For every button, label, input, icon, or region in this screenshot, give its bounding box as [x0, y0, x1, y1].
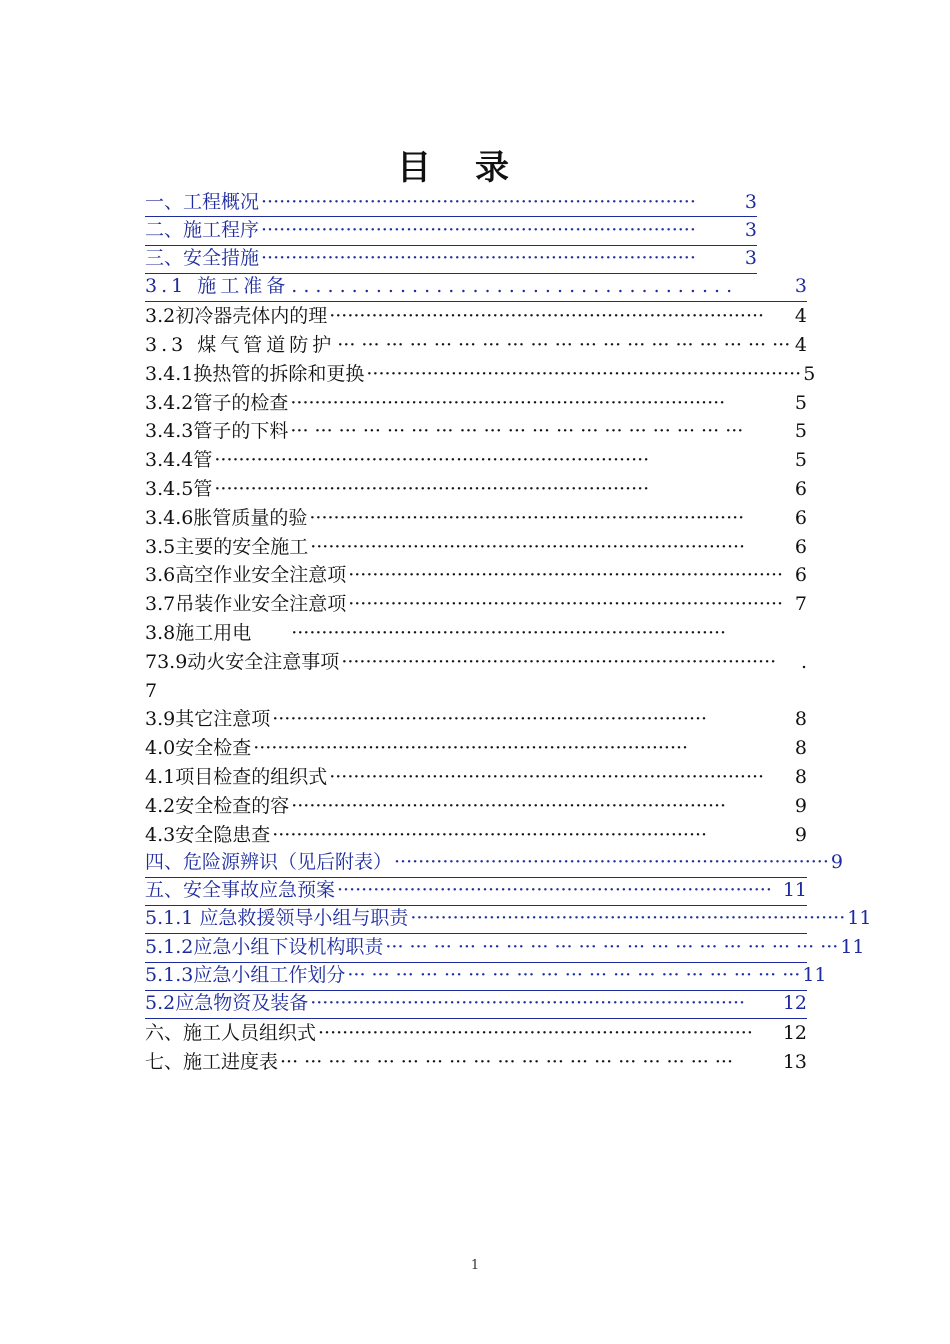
toc-entry[interactable] — [145, 302, 807, 331]
toc-entry[interactable] — [145, 246, 757, 274]
toc-label: 3.4.6胀管质量的验 — [145, 506, 308, 529]
toc-label: 3.1 施工准备 — [145, 275, 290, 298]
toc-page: 6 — [794, 506, 807, 529]
toc-label: 4.2安全检查的容 — [145, 794, 290, 817]
toc-page: 7 — [794, 593, 807, 616]
toc-entry[interactable] — [145, 878, 807, 906]
toc-page: 9 — [794, 794, 807, 817]
toc-entry[interactable] — [145, 217, 757, 245]
table-of-contents — [145, 189, 872, 1077]
toc-page: 12 — [782, 992, 807, 1015]
toc-page: 4 — [794, 333, 807, 356]
toc-leader: ········································································ — [291, 794, 727, 817]
toc-leader: ········································································ — [318, 1022, 753, 1045]
toc-entry[interactable] — [145, 849, 843, 877]
toc-leader: ········································································ — [214, 449, 650, 472]
toc-leader: ········································································ — [253, 737, 689, 760]
toc-entry[interactable] — [145, 1048, 807, 1077]
toc-leader: ··· ··· ··· ··· ··· ··· ··· ··· ··· ··· ··· ··· ··· ··· ··· ··· ··· ··· ··· — [290, 420, 744, 443]
toc-label: 三、安全措施 — [145, 247, 260, 270]
toc-entry[interactable] — [145, 446, 807, 475]
toc-entry[interactable] — [145, 821, 807, 850]
toc-leader: ········································································ — [214, 477, 650, 500]
toc-page: 3 — [744, 218, 757, 241]
toc-page: 9 — [830, 850, 843, 873]
toc-entry[interactable] — [145, 475, 807, 504]
toc-entry[interactable] — [145, 934, 865, 962]
toc-leader: ········································································ — [261, 218, 696, 241]
toc-page: 4 — [794, 305, 807, 328]
toc-entry[interactable] — [145, 561, 807, 590]
toc-entry[interactable] — [145, 648, 807, 677]
toc-label: 3.4.2管子的检查 — [145, 391, 289, 414]
toc-page: 3 — [794, 275, 807, 298]
toc-page: 12 — [782, 1022, 807, 1045]
toc-label: 3.6高空作业安全注意项 — [145, 564, 347, 587]
toc-entry[interactable] — [145, 906, 872, 934]
toc-leader: ··· ··· ··· ··· ··· ··· ··· ··· ··· ··· ··· ··· ··· ··· ··· ··· ··· ··· ··· — [347, 964, 801, 987]
toc-leader: ········································································ — [309, 506, 745, 529]
toc-entry[interactable] — [145, 590, 807, 619]
toc-leader: ········································································ — [310, 535, 746, 558]
toc-label: 七、施工进度表 — [145, 1050, 279, 1073]
toc-page: 5 — [794, 449, 807, 472]
page-number: 1 — [470, 1258, 480, 1273]
toc-label: 4.0安全检查 — [145, 737, 252, 760]
toc-entry[interactable] — [145, 389, 807, 418]
toc-label: 5.1.2应急小组下设机构职责 — [145, 935, 384, 958]
toc-label: 3.3 煤气管道防护 — [145, 333, 336, 356]
toc-entry[interactable] — [145, 417, 807, 446]
toc-page: 3 — [744, 190, 757, 213]
toc-page: 6 — [794, 477, 807, 500]
toc-label: 4.3安全隐患查 — [145, 823, 271, 846]
toc-label: 4.1项目检查的组织式 — [145, 765, 328, 788]
toc-leader: ········································································ — [348, 564, 784, 587]
toc-page: 5 — [794, 420, 807, 443]
toc-label: 3.4.3管子的下料 — [145, 420, 289, 443]
toc-entry-continuation — [145, 677, 807, 706]
toc-label: 3.2初冷器壳体内的理 — [145, 305, 328, 328]
toc-leader: ········································································ — [291, 621, 727, 644]
toc-leader: ········································································ — [329, 765, 765, 788]
toc-leader: ········································································ — [261, 247, 696, 270]
toc-page: 11 — [847, 907, 872, 930]
toc-label: 5.2应急物资及装备 — [145, 992, 309, 1015]
toc-page: 5 — [794, 391, 807, 414]
toc-page: 11 — [802, 964, 827, 987]
toc-leader: ········································································ — [341, 650, 777, 673]
toc-page: 11 — [840, 935, 865, 958]
toc-page: 9 — [794, 823, 807, 846]
toc-leader: ········································································ — [348, 593, 784, 616]
toc-entry[interactable] — [145, 331, 807, 360]
toc-label: 六、施工人员组织式 — [145, 1022, 317, 1045]
toc-leader: ··· ··· ··· ··· ··· ··· ··· ··· ··· ··· ··· ··· ··· ··· ··· ··· ··· ··· ··· — [385, 935, 839, 958]
toc-entry[interactable] — [145, 1019, 807, 1048]
toc-leader: ········································································ — [310, 992, 746, 1015]
toc-leader: ········································································ — [337, 879, 772, 902]
toc-entry[interactable] — [145, 705, 807, 734]
toc-label: 3.9其它注意项 — [145, 708, 271, 731]
toc-label: 3.4.5管 — [145, 477, 213, 500]
toc-leader: . . . . . . . . . . . . . . . . . . . . . . . . . . . . . . . . . . . . . — [291, 275, 733, 298]
toc-entry[interactable] — [145, 533, 807, 562]
toc-page: . — [800, 650, 807, 673]
toc-entry[interactable] — [145, 763, 807, 792]
toc-leader: ········································································ — [410, 907, 846, 930]
toc-leader: ········································································ — [261, 190, 696, 213]
toc-page: 3 — [744, 247, 757, 270]
toc-leader: ········································································ — [329, 305, 765, 328]
toc-page: 6 — [794, 564, 807, 587]
toc-label: 3.8施工用电 — [145, 621, 290, 644]
toc-label: 7 — [145, 679, 158, 702]
toc-label: 3.5主要的安全施工 — [145, 535, 309, 558]
toc-entry[interactable] — [145, 189, 757, 217]
toc-leader: ········································································ — [272, 708, 708, 731]
toc-page: 8 — [794, 765, 807, 788]
toc-leader: ··· ··· ··· ··· ··· ··· ··· ··· ··· ··· ··· ··· ··· ··· ··· ··· ··· ··· ··· — [337, 333, 791, 356]
toc-entry[interactable] — [145, 360, 816, 389]
toc-label: 3.4.1换热管的拆除和更换 — [145, 362, 365, 385]
toc-label: 3.4.4管 — [145, 449, 213, 472]
toc-page: 8 — [794, 708, 807, 731]
page-title: 目录 — [397, 148, 553, 188]
toc-page: 5 — [803, 362, 816, 385]
toc-entry[interactable] — [145, 274, 807, 302]
toc-leader: ········································································ — [272, 823, 708, 846]
toc-label: 五、安全事故应急预案 — [145, 879, 336, 902]
toc-page: 8 — [794, 737, 807, 760]
toc-leader: ········································································ — [394, 850, 829, 873]
toc-entry[interactable] — [145, 792, 807, 821]
toc-page: 6 — [794, 535, 807, 558]
toc-entry[interactable] — [145, 991, 807, 1019]
toc-label: 四、危险源辨识（见后附表） — [145, 850, 393, 873]
toc-page: 11 — [782, 879, 807, 902]
toc-leader: ········································································ — [366, 362, 802, 385]
toc-label: 3.7吊装作业安全注意项 — [145, 593, 347, 616]
toc-label: 5.1.1 应急救援领导小组与职责 — [145, 907, 409, 930]
toc-entry[interactable] — [145, 963, 827, 991]
toc-leader: ········································································ — [290, 391, 726, 414]
toc-entry[interactable] — [145, 734, 807, 763]
toc-label: 73.9动火安全注意事项 — [145, 650, 340, 673]
toc-entry[interactable] — [145, 619, 807, 648]
toc-entry[interactable] — [145, 504, 807, 533]
toc-label: 二、施工程序 — [145, 218, 260, 241]
toc-leader: ··· ··· ··· ··· ··· ··· ··· ··· ··· ··· ··· ··· ··· ··· ··· ··· ··· ··· ··· — [280, 1050, 733, 1073]
toc-label: 5.1.3应急小组工作划分 — [145, 964, 346, 987]
toc-label: 一、工程概况 — [145, 190, 260, 213]
toc-page: 13 — [782, 1050, 807, 1073]
